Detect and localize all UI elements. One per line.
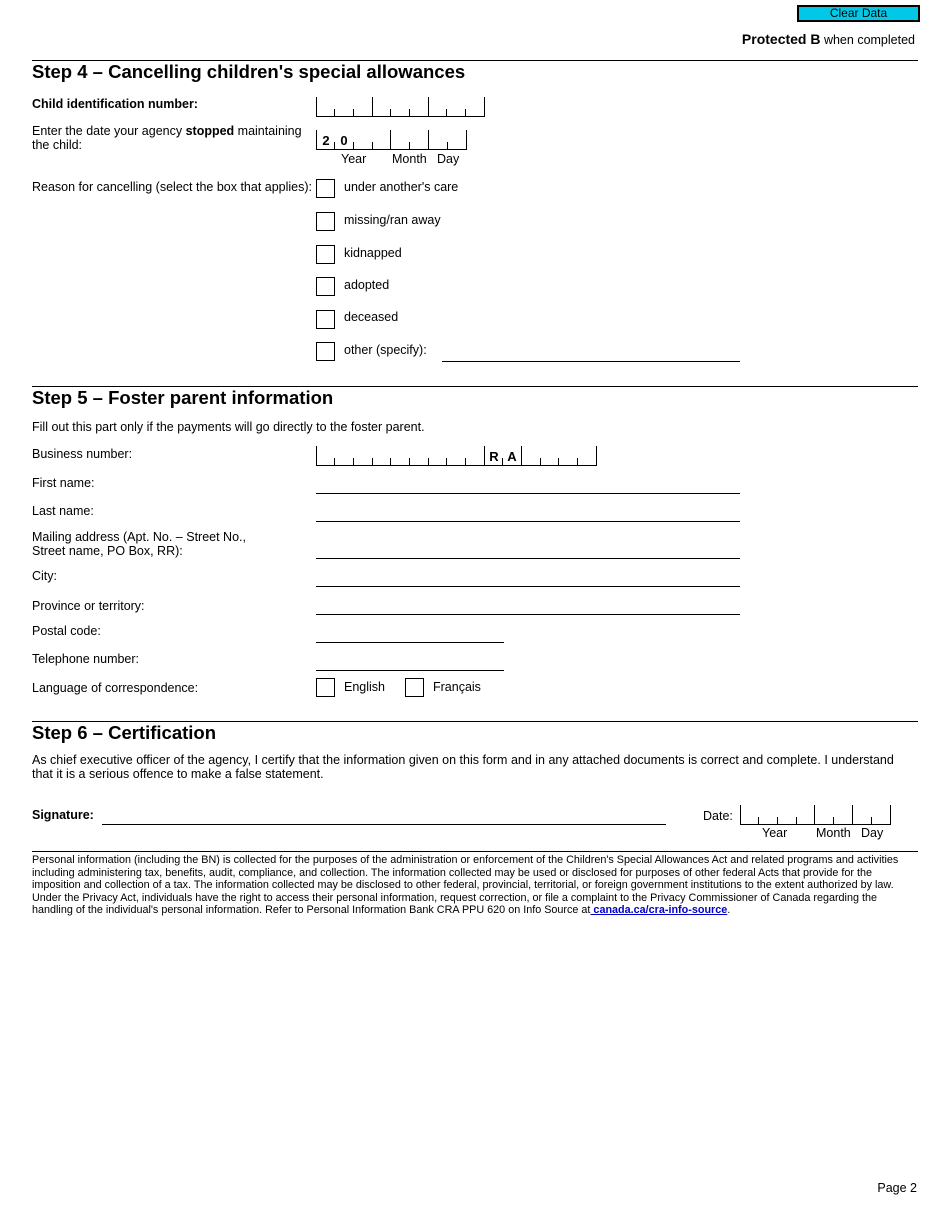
first-name-label: First name: xyxy=(32,476,95,490)
reason-checkbox-kidnapped[interactable] xyxy=(316,245,335,264)
city-field[interactable] xyxy=(316,586,740,587)
certification-date-input[interactable] xyxy=(740,805,891,825)
english-label: English xyxy=(344,680,385,694)
protected-b-suffix: when completed xyxy=(820,33,915,47)
stopped-date-label-post: maintaining the child: xyxy=(32,124,302,152)
business-number-label: Business number: xyxy=(32,447,133,461)
step6-title: Step 6 – Certification xyxy=(32,722,217,743)
certification-text: As chief executive officer of the agency, I certify that the information given on this form and in any attached documents is correct and complete. I understand that it is a serious offence to make a false statement. xyxy=(32,753,894,781)
child-id-input[interactable] xyxy=(316,97,485,117)
francais-checkbox[interactable] xyxy=(405,678,424,697)
reason-label-adopted: adopted xyxy=(344,278,390,292)
step6-year-label: Year xyxy=(762,826,788,840)
step6-day-label: Day xyxy=(861,826,884,840)
province-field[interactable] xyxy=(316,614,740,615)
stopped-date-input[interactable] xyxy=(316,130,467,150)
mailing-address-label-line2: Street name, PO Box, RR): xyxy=(32,544,183,558)
date-prefill-digit-1: 2 xyxy=(322,133,330,148)
postal-code-field[interactable] xyxy=(316,642,504,643)
date-prefill-digit-2: 0 xyxy=(340,133,348,148)
clear-data-button[interactable]: Clear Data xyxy=(797,5,920,22)
reason-checkbox-adopted[interactable] xyxy=(316,277,335,296)
language-label: Language of correspondence: xyxy=(32,681,199,695)
page-number: Page 2 xyxy=(877,1181,917,1195)
telephone-field[interactable] xyxy=(316,670,504,671)
reason-label-missing: missing/ran away xyxy=(344,213,441,227)
reason-checkbox-missing[interactable] xyxy=(316,212,335,231)
step4-title: Step 4 – Cancelling children's special allowances xyxy=(32,61,466,82)
step6-month-label: Month xyxy=(816,826,851,840)
certification-date-label: Date: xyxy=(703,809,733,823)
reason-checkbox-deceased[interactable] xyxy=(316,310,335,329)
bn-prefix-r: R xyxy=(489,449,499,464)
stopped-date-label xyxy=(32,124,307,152)
info-source-link[interactable]: canada.ca/cra-info-source xyxy=(590,904,728,917)
mailing-address-label-line1: Mailing address (Apt. No. – Street No., xyxy=(32,530,246,544)
last-name-label: Last name: xyxy=(32,504,94,518)
bn-prefix-a: A xyxy=(507,449,517,464)
province-label: Province or territory: xyxy=(32,599,145,613)
child-id-label: Child identification number: xyxy=(32,97,198,111)
step4-day-label: Day xyxy=(437,152,460,166)
stopped-date-label-bold: stopped xyxy=(185,124,235,138)
privacy-notice-text: Personal information (including the BN) is collected for the purposes of the administration or enforcement of the Children's Special Allowances Act and related programs and activities including administering tax, benefits, audit, compliance, and collection. The information collected may be used or disclosed for purposes of other federal Acts that provide for the imposition and collection of a tax. The information collected may be disclosed to other federal, provincial, territorial, or foreign government institutions to the extent authorized by law. Under the Privacy Act, individuals have the right to access their personal information, request correction, or file a complaint to the Privacy Commissioner of Canada regarding the handling of the individual's personal information. Refer to Personal Information Bank CRA PPU 620 on Info Source at xyxy=(32,854,899,917)
protected-b-notice xyxy=(742,31,915,47)
mailing-address-field[interactable] xyxy=(316,558,740,559)
city-label: City: xyxy=(32,569,57,583)
stopped-date-label-pre: Enter the date your agency xyxy=(32,124,186,138)
reason-label-another-care: under another's care xyxy=(344,180,459,194)
reason-label: Reason for cancelling (select the box that applies): xyxy=(32,180,313,194)
step4-year-label: Year xyxy=(341,152,367,166)
mailing-address-label xyxy=(32,530,246,558)
reason-checkbox-another-care[interactable] xyxy=(316,179,335,198)
postal-code-label: Postal code: xyxy=(32,624,101,638)
step5-intro: Fill out this part only if the payments will go directly to the foster parent. xyxy=(32,420,425,434)
reason-label-kidnapped: kidnapped xyxy=(344,246,402,260)
reason-checkbox-other[interactable] xyxy=(316,342,335,361)
step4-month-label: Month xyxy=(392,152,427,166)
reason-label-other: other (specify): xyxy=(344,343,427,357)
francais-label: Français xyxy=(433,680,481,694)
signature-field[interactable] xyxy=(102,824,666,825)
protected-b-label: Protected B xyxy=(741,31,821,47)
footer-rule xyxy=(32,851,918,852)
signature-label: Signature: xyxy=(32,808,94,822)
business-number-input[interactable] xyxy=(316,446,597,466)
other-specify-field[interactable] xyxy=(442,361,740,362)
reason-label-deceased: deceased xyxy=(344,310,399,324)
last-name-field[interactable] xyxy=(316,521,740,522)
first-name-field[interactable] xyxy=(316,493,740,494)
english-checkbox[interactable] xyxy=(316,678,335,697)
telephone-label: Telephone number: xyxy=(32,652,140,666)
step5-title: Step 5 – Foster parent information xyxy=(32,387,334,408)
privacy-notice xyxy=(32,854,902,917)
privacy-notice-period: . xyxy=(727,904,731,917)
